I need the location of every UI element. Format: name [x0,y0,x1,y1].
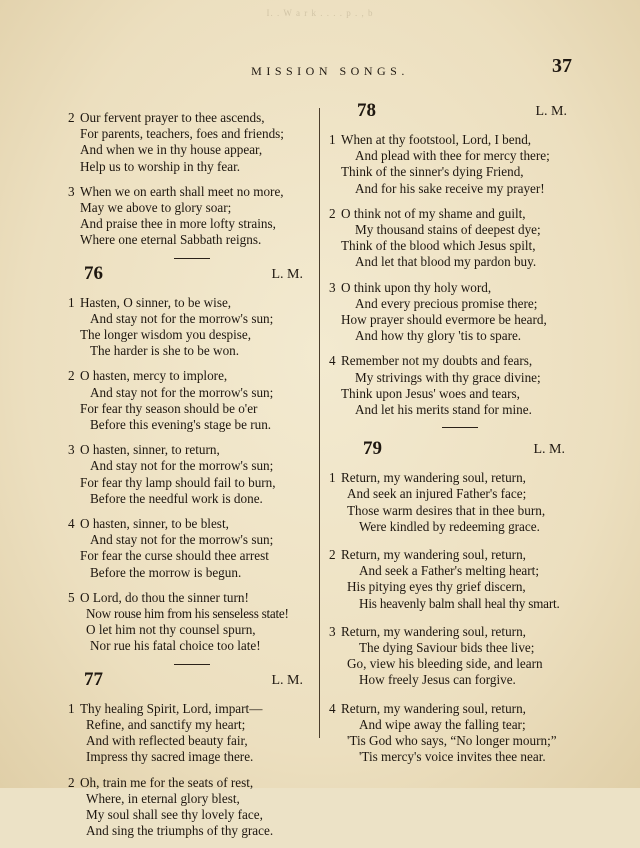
hymn-heading [64,669,319,697]
verse-line: 'Tis mercy's voice invites thee near. [359,749,546,765]
stanza-number: 5 [68,589,75,605]
stanza-number: 1 [68,700,75,716]
verse-line: And when we in thy house appear, [80,142,263,158]
verse-line: And sing the triumphs of thy grace. [86,823,274,839]
verse-line: Before the morrow is begun. [90,564,242,580]
stanza-number: 4 [329,353,336,369]
verse-line: Were kindled by redeeming grace. [359,518,540,534]
stanza [325,547,595,612]
stanza [64,590,319,655]
stanza [64,184,319,249]
verse-line: 4 Return, my wandering soul, return, [329,700,526,716]
verse-line: For parents, teachers, foes and friends; [80,126,284,142]
verse-line: The longer wisdom you despise, [80,327,252,343]
stanza [325,132,595,197]
verse-line: 'Tis God who says, “No longer mourn;” [347,733,557,749]
verse-line: Impress thy sacred image there. [86,749,254,765]
verse-line: 3 Return, my wandering soul, return, [329,623,526,639]
verse-line: Those warm desires that in thee burn, [347,502,546,518]
stanza-number: 4 [329,700,336,716]
page-number: 37 [552,55,572,77]
verse-line: The harder is she to be won. [90,343,240,359]
stanza [64,295,319,360]
hymn-separator [174,664,210,665]
verse-line: And how thy glory 'tis to spare. [355,328,522,344]
hymn-number: 77 [84,668,103,690]
verse-line: 2 Oh, train me for the seats of rest, [68,774,254,790]
verse-line: Now rouse him from his senseless state! [86,606,289,622]
stanza-number: 2 [329,547,336,563]
hymn-heading [64,263,319,291]
verse-line: Refine, and sanctify my heart; [86,716,246,732]
verse-line: For fear thy season should be o'er [80,400,258,416]
verse-line: Before the needful work is done. [90,490,263,506]
hymn-number: 79 [363,438,382,460]
verse-line: And plead with thee for mercy there; [355,148,550,164]
hymn-number: 78 [357,100,376,121]
hymn-separator [442,427,478,428]
stanza [325,701,595,766]
verse-line: 1 When at thy footstool, Lord, I bend, [329,132,532,147]
stanza [64,516,319,581]
stanza [64,775,319,840]
verse-line: And praise thee in more lofty strains, [80,216,276,232]
verse-line: May we above to glory soar; [80,200,232,216]
stanza-number: 3 [68,183,75,199]
verse-line: And with reflected beauty fair, [86,733,248,749]
verse-line: 4 Remember not my doubts and fears, [329,353,533,369]
hymn-meter: L. M. [271,672,303,688]
verse-line: 2 O hasten, mercy to implore, [68,368,228,384]
stanza [325,206,595,271]
running-title: MISSION SONGS. [251,64,409,78]
faint-top-text: I. . W a r k . . . . p . , b [266,8,374,18]
verse-line: Think upon Jesus' woes and tears, [341,385,520,401]
hymn-heading [325,100,595,128]
verse-line: My thousand stains of deepest dye; [355,222,541,238]
verse-line: And let his merits stand for mine. [355,402,532,418]
stanza [325,280,595,345]
stanza [325,624,595,689]
verse-line: Help us to worship in thy fear. [80,158,241,174]
verse-line: 2 Return, my wandering soul, return, [329,547,526,563]
hymn-number: 76 [84,262,103,284]
stanza-number: 3 [68,442,75,458]
hymn-heading [325,438,595,466]
verse-line: 4 O hasten, sinner, to be blest, [68,516,229,532]
verse-line: And stay not for the morrow's sun; [90,384,274,400]
verse-line: 3 O hasten, sinner, to return, [68,442,220,458]
verse-line: 1 Return, my wandering soul, return, [329,470,526,486]
verse-line: O let him not thy counsel spurn, [86,622,256,638]
verse-line: And stay not for the morrow's sun; [90,310,274,326]
stanza-number: 2 [329,205,336,221]
stanza-number: 2 [68,110,75,125]
verse-line: 2 Our fervent prayer to thee ascends, [68,110,265,125]
left-column [64,110,319,848]
verse-line: Nor rue his fatal choice too late! [90,638,261,654]
verse-line: For fear the curse should thee arrest [80,548,269,564]
verse-line: 3 O think upon thy holy word, [329,279,492,295]
verse-line: How prayer should evermore be heard, [341,312,547,328]
hymn-separator [174,258,210,259]
verse-line: 1 Hasten, O sinner, to be wise, [68,294,232,310]
verse-line: 5 O Lord, do thou the sinner turn! [68,589,249,605]
verse-line: 3 When we on earth shall meet no more, [68,183,284,199]
verse-line: My strivings with thy grace divine; [355,369,541,385]
stanza [64,442,319,507]
verse-line: His heavenly balm shall heal thy smart. [359,595,560,611]
stanza-number: 1 [68,294,75,310]
verse-line: And every precious promise there; [355,295,538,311]
verse-line: Think of the blood which Jesus spilt, [341,238,536,254]
right-column [325,96,595,775]
verse-line: And let that blood my pardon buy. [355,254,537,270]
stanza-number: 3 [329,279,336,295]
verse-line: His pitying eyes thy grief discern, [347,579,526,595]
stanza [64,368,319,433]
verse-line: Where one eternal Sabbath reigns. [80,232,262,248]
stanza-number: 3 [329,623,336,639]
verse-line: For fear thy lamp should fail to burn, [80,474,276,490]
verse-line: And seek an injured Father's face; [347,486,527,502]
stanza [64,110,319,175]
stanza-number: 4 [68,516,75,532]
verse-line: How freely Jesus can forgive. [359,672,516,688]
verse-line: And stay not for the morrow's sun; [90,532,274,548]
verse-line: My soul shall see thy lovely face, [86,806,263,822]
stanza-number: 1 [329,132,336,147]
verse-line: And stay not for the morrow's sun; [90,458,274,474]
verse-line: And seek a Father's melting heart; [359,563,539,579]
verse-line: And for his sake receive my prayer! [355,180,545,196]
verse-line: The dying Saviour bids thee live; [359,640,535,656]
verse-line: Before this evening's stage be run. [90,417,272,433]
hymn-meter: L. M. [271,266,303,282]
verse-line: 1 Thy healing Spirit, Lord, impart— [68,700,263,716]
hymn-meter: L. M. [535,104,567,119]
column-divider [319,108,320,738]
stanza [325,353,595,418]
verse-line: Think of the sinner's dying Friend, [341,164,524,180]
verse-line: 2 O think not of my shame and guilt, [329,205,526,221]
stanza-number: 2 [68,368,75,384]
stanza [64,701,319,766]
hymn-meter: L. M. [533,442,565,458]
verse-line: Go, view his bleeding side, and learn [347,656,543,672]
stanza-number: 2 [68,774,75,790]
verse-line: And wipe away the falling tear; [359,716,526,732]
stanza [325,470,595,535]
stanza-number: 1 [329,470,336,486]
verse-line: Where, in eternal glory blest, [86,790,240,806]
